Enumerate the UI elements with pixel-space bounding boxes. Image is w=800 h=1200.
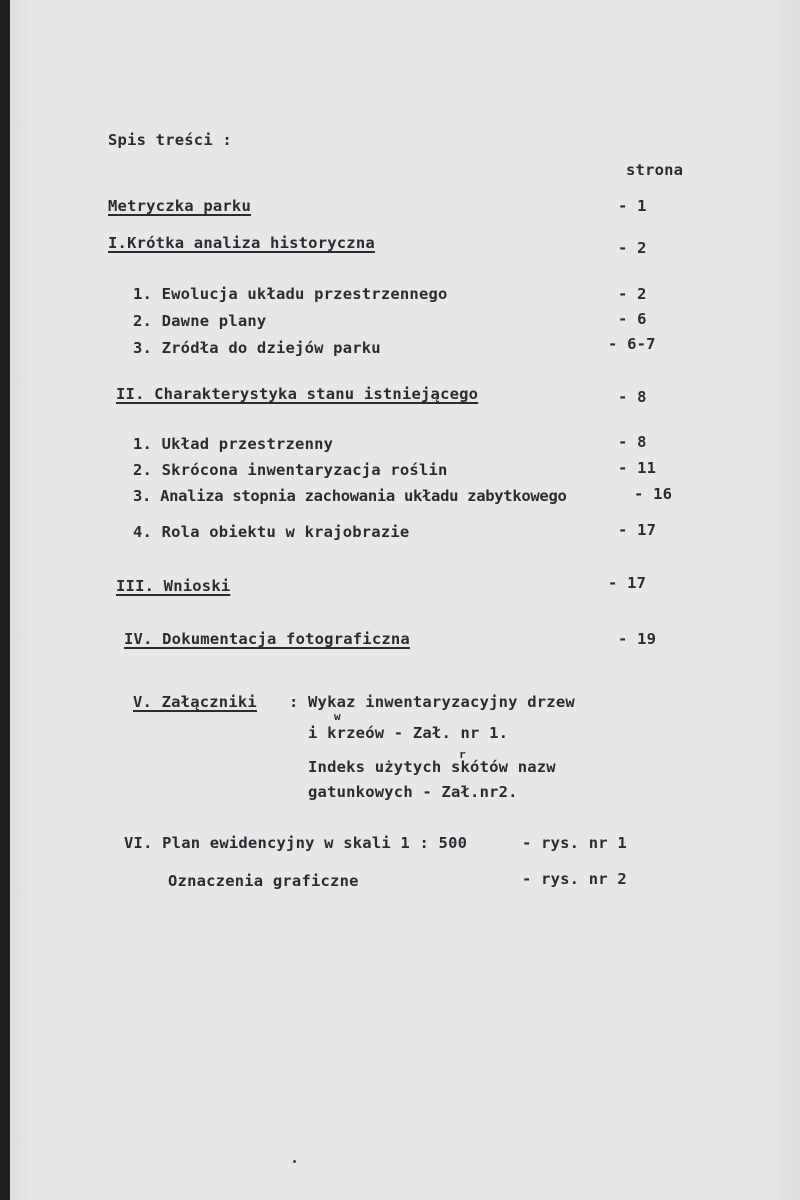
toc-page-section-2: - 8 [618,388,647,406]
toc-entry-section-6: VI. Plan ewidencyjny w skali 1 : 500 [124,834,468,852]
toc-page-section-3: - 17 [608,574,647,592]
toc-page-metryczka: - 1 [618,197,647,215]
attachment-line-4: gatunkowych - Zał.nr2. [308,783,518,801]
toc-ref-section-6: - rys. nr 1 [522,834,627,852]
toc-entry-2-4: 4. Rola obiektu w krajobrazie [133,523,410,541]
toc-page-section-1: - 2 [618,239,647,257]
section-5-colon: : [289,693,299,711]
toc-entry-2-3: 3. Analiza stopnia zachowania układu zabytkowego [133,487,567,505]
toc-page-section-4: - 19 [618,630,657,648]
toc-heading: Spis treści : [108,131,232,149]
toc-entry-section-6-sub: Oznaczenia graficzne [168,872,359,890]
toc-entry-1-1: 1. Ewolucja układu przestrzennego [133,285,448,303]
toc-entry-1-2: 2. Dawne plany [133,312,267,330]
toc-page-2-4: - 17 [618,521,657,539]
attachment-insert-w: w [334,710,341,723]
attachment-line-3: Indeks użytych skótów nazw [308,758,556,776]
toc-entry-section-5: V. Załączniki [133,693,257,711]
toc-entry-section-3: III. Wnioski [116,577,231,595]
scan-edge [0,0,10,1200]
scan-speck [293,1160,296,1163]
toc-entry-2-2: 2. Skrócona inwentaryzacja roślin [133,461,448,479]
toc-entry-section-1: I.Krótka analiza historyczna [108,234,375,252]
toc-ref-section-6-sub: - rys. nr 2 [522,870,627,888]
toc-page-2-1: - 8 [618,433,647,451]
attachment-insert-r: r [459,748,466,761]
toc-page-2-2: - 11 [618,459,657,477]
toc-entry-metryczka: Metryczka parku [108,197,251,215]
page-column-label: strona [626,161,684,179]
toc-entry-1-3: 3. Zródła do dziejów parku [133,339,381,357]
toc-entry-section-4: IV. Dokumentacja fotograficzna [124,630,410,648]
toc-entry-2-1: 1. Układ przestrzenny [133,435,334,453]
attachment-line-1: Wykaz inwentaryzacyjny drzew [308,693,575,711]
toc-page-1-2: - 6 [618,310,647,328]
toc-page-2-3: - 16 [634,485,673,503]
attachment-line-2: i krzeów - Zał. nr 1. [308,724,509,742]
toc-entry-section-2: II. Charakterystyka stanu istniejącego [116,385,479,403]
toc-page-1-1: - 2 [618,285,647,303]
toc-page-1-3: - 6-7 [608,335,656,353]
